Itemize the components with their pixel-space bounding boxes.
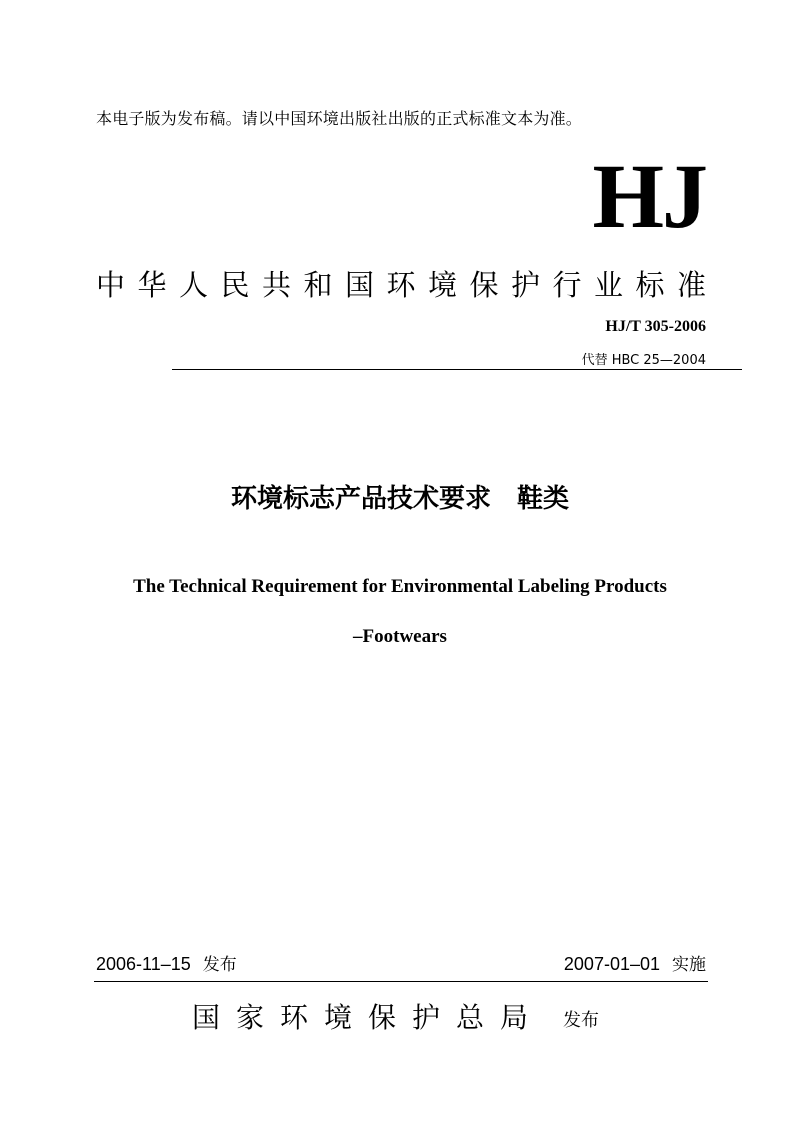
- publish-date: 2006-11–15: [96, 954, 191, 974]
- title-english-line1: The Technical Requirement for Environmental Labeling Products: [133, 576, 667, 597]
- standard-number: HJ/T 305-2006: [605, 318, 706, 335]
- title-english-line2: –Footwears: [353, 626, 447, 647]
- implement-date-block: [564, 950, 706, 975]
- issuer-verb: 发布: [563, 1010, 599, 1031]
- publish-date-block: [96, 950, 237, 975]
- implement-label: 实施: [672, 955, 706, 975]
- notice-text: 本电子版为发布稿。请以中国环境出版社出版的正式标准文本为准。: [96, 109, 583, 128]
- publish-label: 发布: [202, 955, 237, 975]
- top-divider: [172, 369, 742, 370]
- hj-logo: HJ: [592, 145, 706, 247]
- industry-standard-title: 中华人民共和国环境保护行业标准: [96, 268, 706, 302]
- issuer-name: 国家环境保护总局: [192, 1001, 545, 1034]
- implement-date: 2007-01–01: [563, 954, 660, 974]
- bottom-divider: [94, 981, 708, 982]
- title-chinese: 环境标志产品技术要求 鞋类: [230, 484, 569, 514]
- replaces-standard: 代替 HBC 25—2004: [581, 353, 706, 368]
